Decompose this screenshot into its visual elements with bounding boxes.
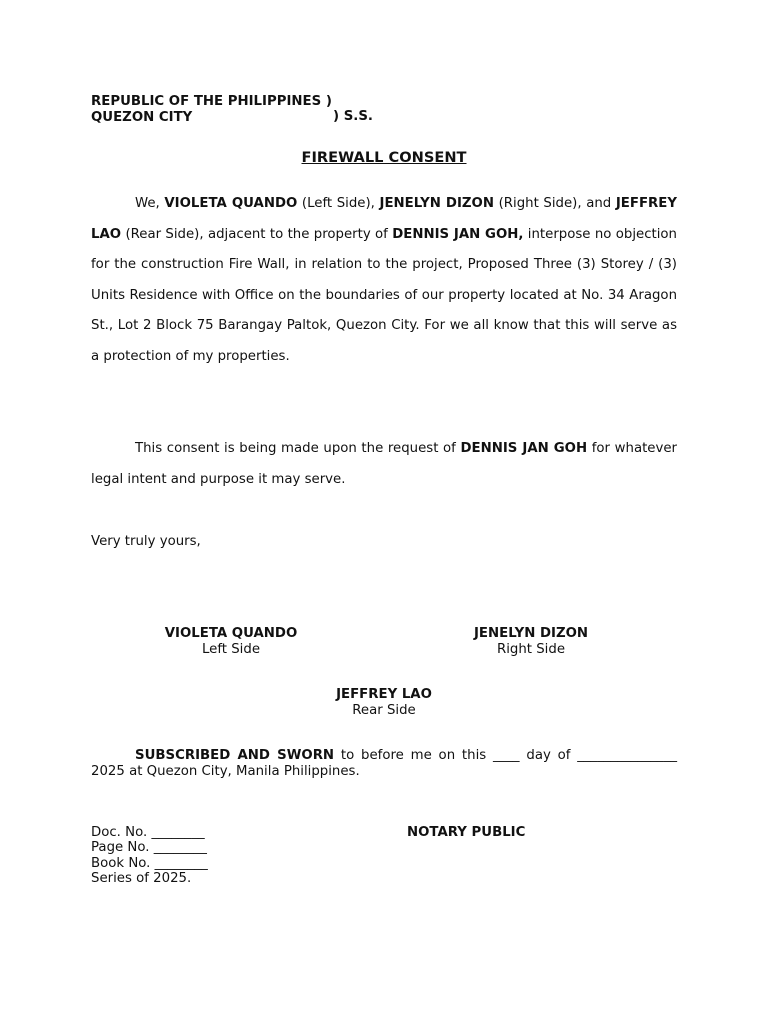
signatory-center-side: Rear Side: [352, 703, 416, 718]
jurat-text: to before me on this ____ day of _______________ 2025 at Quezon City, Manila Philippines.: [91, 748, 677, 779]
document-title: FIREWALL CONSENT: [301, 149, 467, 166]
signatory-right: [411, 626, 651, 658]
para1-text-2: (Left Side),: [297, 196, 380, 211]
consent-paragraph: [91, 189, 677, 373]
para2-text-1: This consent is being made upon the request of: [135, 441, 461, 456]
para1-text-4: (Rear Side), adjacent to the property of: [121, 226, 393, 242]
signatory-center-name: JEFFREY LAO: [336, 687, 432, 702]
venue-header: [91, 94, 373, 125]
jurat-paragraph: [91, 748, 677, 780]
closing: Very truly yours,: [91, 534, 201, 549]
series: Series of 2025.: [91, 871, 192, 887]
signatory-right-side: Right Side: [497, 642, 565, 657]
para1-name-4: DENNIS JAN GOH,: [392, 226, 524, 242]
jurat-bold: SUBSCRIBED AND SWORN: [135, 748, 335, 763]
para1-name-1: VIOLETA QUANDO: [164, 196, 298, 211]
signatory-right-name: JENELYN DIZON: [473, 626, 589, 641]
notary-public: NOTARY PUBLIC: [407, 825, 526, 840]
para1-name-3: JEFFREY LAO: [91, 196, 677, 242]
para2-text-2: for whatever legal intent and purpose it may serve.: [91, 441, 677, 487]
signatory-left-side: Left Side: [202, 642, 260, 657]
para1-text-5: interpose no objection for the construction Fire Wall, in relation to the project, Proposed Three (3) Storey / (3) Units Residence with Office on the boundaries of our property located at No. 34 Aragon St., Lot 2 Block 75 Barangay Paltok, Quezon City. For we all know that this will serve as a protection of my properties.: [91, 226, 677, 364]
request-paragraph: [91, 434, 677, 495]
para2-name-1: DENNIS JAN GOH: [460, 441, 588, 456]
para1-name-2: JENELYN DIZON: [379, 196, 494, 211]
signatory-left: [111, 626, 351, 658]
signatory-left-name: VIOLETA QUANDO: [164, 626, 298, 641]
page-no: Page No. ________: [91, 840, 207, 856]
header-line-2: QUEZON CITY: [91, 109, 193, 125]
signatory-center: [264, 687, 504, 719]
header-line-1: REPUBLIC OF THE PHILIPPINES ): [91, 94, 332, 109]
notarial-register: [91, 825, 208, 887]
para1-text-3: (Right Side), and: [494, 196, 616, 211]
para1-text-1: We,: [135, 196, 165, 211]
header-ss: ) S.S.: [333, 109, 373, 124]
doc-no: Doc. No. ________: [91, 825, 205, 840]
book-no: Book No. ________: [91, 855, 208, 871]
